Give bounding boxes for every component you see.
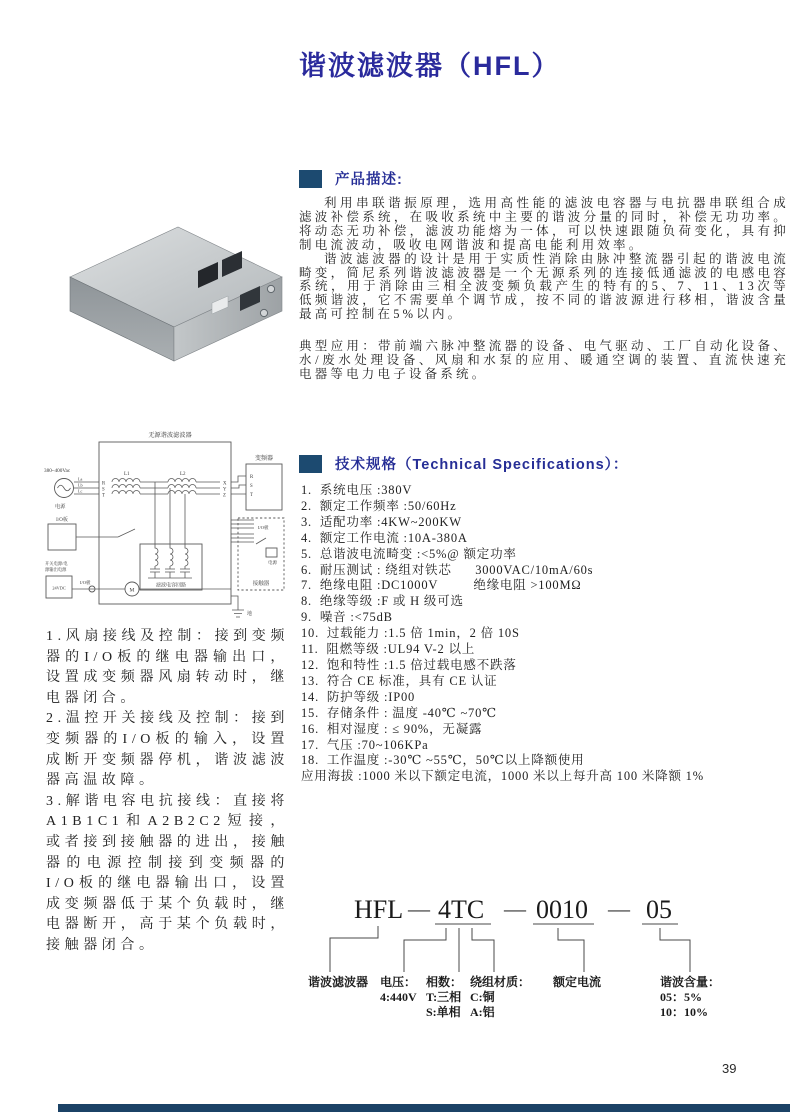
phase-a-label: La: [78, 476, 83, 482]
model-dash: —: [408, 896, 430, 921]
model-dash: —: [608, 896, 630, 921]
spec-list: [301, 483, 790, 785]
ground-label: 地: [247, 612, 253, 617]
inverter-terminal-r: R: [250, 475, 254, 480]
model-label-phase-s: S:单相: [426, 1005, 461, 1019]
spec-item: 8. 绝缘等级 :F 或 H 级可选: [301, 594, 464, 609]
model-code-connectors: [330, 926, 690, 972]
model-label-harmonic-10: 10：10%: [660, 1005, 709, 1019]
section-bullet-square: [299, 455, 322, 473]
spec-item: 13. 符合 CE 标准，具有 CE 认证: [301, 673, 498, 688]
spec-item: 7. 绝缘电阻 :DC1000V 绝缘电阻 >100MΩ: [301, 578, 582, 593]
contactor-power-label: 电源: [268, 560, 277, 565]
spec-item: 6. 耐压测试 : 绕组对铁芯 3000VAC/10mA/60s: [301, 562, 594, 577]
model-segment-hfl: HFL: [354, 895, 404, 924]
wiring-notes: [46, 627, 289, 957]
spec-item: 1. 系统电压 :380V: [301, 483, 413, 497]
filter-unit-box-illustration: [70, 227, 282, 361]
description-para2: 谐波滤波器的设计是用于实质性消除由脉冲整流器引起的谐波电流畸变，简尼系列谐波滤波器是一个无源系列的连接低通滤波的电感电容系统，用于消除由三相全波变频负载产生的特有的5、7、11、13次等低频谐波，它不需要单个调节成，按不同的谐波源进行移相，谐波含量最高可控制在5%以内。: [299, 251, 789, 322]
contactor-switch-symbol: [256, 538, 266, 544]
source-label: 电源: [55, 504, 66, 510]
psu-value: 24VDC: [52, 585, 66, 591]
specs-heading: 技术规格（Technical Specifications）：: [335, 457, 629, 473]
spec-item: 17. 气压 :70~106KPa: [301, 737, 429, 752]
spec-item: 9. 噪音 :<75dB: [301, 610, 393, 625]
wiring-note-1: 1.风扇接线及控制：接到变频器的I/O板的继电器输出口，设置成变频器风扇转动时，继电器闭合。: [46, 629, 289, 706]
spec-item: 18. 工作温度 :-30℃ ~55℃，50℃以上降额使用: [301, 753, 585, 768]
terminal-z: Z: [223, 493, 226, 499]
terminal-t: T: [102, 493, 105, 499]
model-label-voltage-value: 4:440V: [380, 990, 417, 1004]
model-label-harmonic-05: 05：5%: [660, 990, 703, 1004]
io-board-box: [48, 524, 76, 550]
page-number: 39: [722, 1061, 737, 1076]
model-segment-05: 05: [646, 895, 672, 924]
model-label-voltage-title: 电压：: [380, 975, 417, 989]
model-label-phase-t: T:三相: [426, 990, 462, 1004]
contactor-coil: [266, 548, 277, 557]
coil-l1-label: L1: [124, 472, 130, 477]
wiring-schematic: [42, 428, 290, 628]
spec-item: 16. 相对湿度 : ≤ 90%，无凝露: [301, 721, 483, 736]
terminal-r: R: [102, 481, 106, 487]
description-heading: 产品描述:: [335, 172, 403, 188]
contactor-label: 接触器: [252, 581, 270, 587]
ac-source-symbol: [55, 479, 74, 498]
spec-item: 14. 防护等级 :IP00: [301, 689, 416, 704]
spec-item: 5. 总谐波电流畸变 :<5%@ 额定功率: [301, 546, 517, 561]
description-para3: 典型应用：带前端六脉冲整流器的设备、电气驱动、工厂自动化设备、水/废水处理设备、风扇和水泵的应用、暖通空调的装置、直流快速充电器等电力电子设备系统。: [299, 339, 789, 381]
inverter-terminal-s: S: [250, 484, 253, 489]
section-bullet-square: [299, 170, 322, 188]
page-title: 谐波滤波器（HFL）: [299, 51, 561, 81]
coil-l2-label: L2: [180, 472, 186, 477]
io-board-label: I/O板: [56, 518, 68, 523]
model-label-harmonic-title: 谐波含量：: [660, 975, 721, 989]
product-photo: [52, 203, 290, 363]
phase-b-label: Lb: [78, 482, 83, 488]
model-label-current: 额定电流: [553, 975, 602, 989]
eye-bolt: [260, 309, 267, 316]
spec-item: 3. 适配功率 :4KW~200KW: [301, 514, 462, 529]
model-label-phase-title: 相数：: [426, 975, 463, 989]
filter-box: [99, 442, 231, 604]
ground-symbol: [231, 596, 244, 617]
capacitor-branches: [148, 544, 192, 578]
specs-section-header: [299, 453, 628, 474]
spec-item: 4. 额定工作电流 :10A-380A: [301, 530, 468, 545]
model-label-product: 谐波滤波器: [308, 975, 369, 989]
footer-bar: [58, 1104, 790, 1112]
wiring-note-2: 2.温控开关接线及控制：接到变频器的I/O板的输入，设置成断开变频器停机，谐波滤波器高温故障。: [46, 711, 289, 789]
model-segment-4tc: 4TC: [438, 895, 485, 924]
source-voltage-label: 380~400Vac: [44, 468, 71, 474]
terminal-s: S: [102, 487, 105, 493]
model-dash: —: [504, 896, 526, 921]
phase-c-label: Lc: [78, 488, 83, 494]
description-text: [299, 197, 789, 322]
contactor-tap-lines: [231, 520, 254, 542]
psu-label-line2: 源输出电源: [45, 567, 67, 572]
inverter-terminal-t: T: [250, 493, 253, 498]
spec-altitude-note: 应用海拔 :1000 米以下额定电流，1000 米以上每升高 100 米降额 1%: [301, 769, 704, 784]
coil-l2: [168, 479, 196, 495]
eye-bolt: [267, 285, 274, 292]
psu-label-line1: 开关电源/电: [45, 561, 68, 566]
spec-item: 12. 饱和特性 :1.5 倍过载电感不跌落: [301, 657, 517, 672]
contactor-io-board-label: I/O板: [258, 525, 269, 530]
model-segment-0010: 0010: [536, 895, 588, 924]
spec-item: 15. 存储条件 : 温度 -40℃ ~70℃: [301, 705, 497, 720]
model-label-winding-c: C:铜: [470, 990, 495, 1004]
capacitor-bank-label: 滤波电容回路: [155, 583, 187, 589]
model-label-winding-title: 绕组材质：: [470, 975, 531, 989]
description-section-header: [299, 168, 403, 189]
wiring-note-3: 3.解谐电容电抗接线：直接将A1B1C1和A2B2C2短接，或者接到接触器的进出，接触器的电源控制接到变频器的I/O板的继电器输出口，设置成变频器低于某个负载时，继电器断开，高于某个负载时，接触器闭合。: [46, 793, 289, 953]
spec-item: 10. 过载能力 :1.5 倍 1min，2 倍 10S: [301, 626, 520, 641]
thermal-switch-line: [76, 529, 135, 537]
fan-io-board-label: I/O板: [80, 580, 91, 585]
typical-application-text: [299, 340, 789, 382]
spec-item: 2. 额定工作频率 :50/60Hz: [301, 498, 457, 513]
description-para1: 利用串联谐振原理，选用高性能的滤波电容器与电抗器串联组合成滤波补偿系统，在吸收系统中主要的谐波分量的同时，补偿无功功率。将动态无功补偿，滤波功能熔为一体，可以快速跟随负荷变化，具有抑制电流波动，吸收电网谐波和提高电能利用效率。: [299, 196, 789, 252]
spec-item: 11. 阻燃等级 :UL94 V-2 以上: [301, 642, 476, 657]
terminal-y: Y: [223, 487, 227, 493]
motor-label: M: [129, 587, 135, 594]
coil-l1: [112, 479, 140, 495]
inverter-label: 变频器: [254, 456, 274, 462]
model-code-diagram: [308, 888, 790, 1048]
terminal-x: X: [223, 481, 227, 487]
model-label-winding-a: A:铝: [470, 1005, 495, 1019]
schematic-title: 无源谐波滤波器: [148, 432, 192, 439]
